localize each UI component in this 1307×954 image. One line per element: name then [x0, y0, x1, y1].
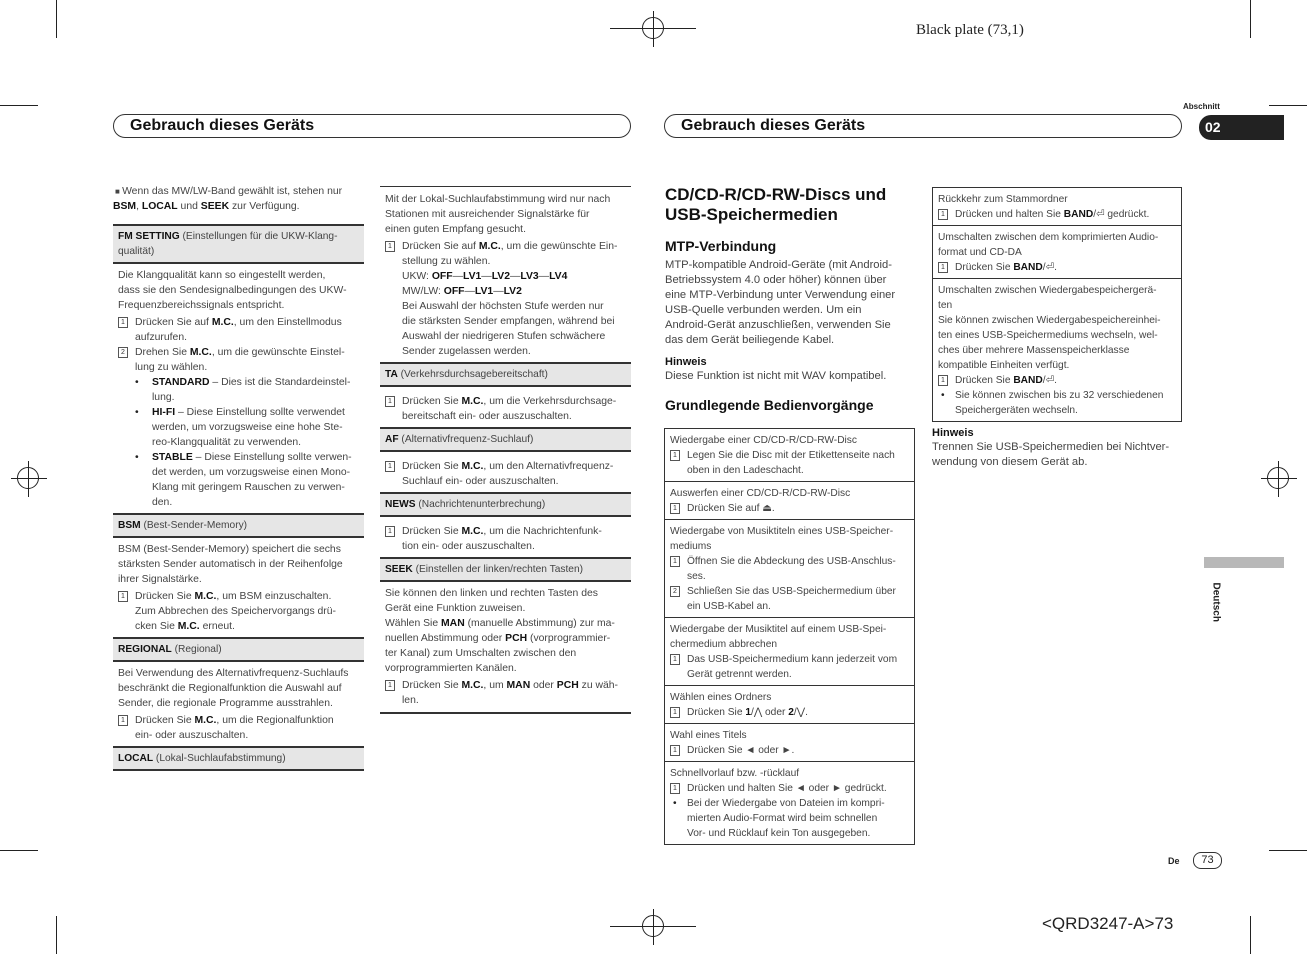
- setting-bar-bsm: [113, 513, 364, 538]
- text: OFF: [443, 286, 465, 297]
- table-row: [933, 279, 1181, 421]
- text: (Best-Sender-Memory): [140, 520, 248, 531]
- text: beschränkt die Regionalfunktion die Auswahl auf: [118, 683, 342, 694]
- text: Wenn das MW/LW-Band gewählt ist, stehen nur: [122, 186, 343, 197]
- step-item: [670, 554, 909, 584]
- note-text: Diese Funktion ist nicht mit WAV kompatibel.: [665, 370, 887, 382]
- table-row: [665, 618, 914, 686]
- text: Sender zugelassen werden.: [402, 346, 531, 357]
- note-heading: Hinweis: [932, 427, 974, 439]
- text: stärksten Sender automatisch in der Reihenfolge: [118, 559, 343, 570]
- text: das dem Gerät beiliegende Kabel.: [665, 334, 835, 346]
- text: dass sie den Sendesignalbedingungen des UKW-: [118, 285, 347, 296]
- step-item: [380, 394, 631, 424]
- text: Klang mit geringem Rauschen zu verwen-: [152, 482, 345, 493]
- row-heading: format und CD-DA: [938, 247, 1022, 258]
- crop-mark: [1250, 916, 1251, 954]
- text: Stationen mit ausreichender Signalstärke für: [385, 209, 590, 220]
- text: —: [509, 271, 521, 282]
- text: /⏎.: [1042, 375, 1057, 386]
- registration-mark-icon: [1267, 467, 1289, 489]
- language-tab: [1204, 557, 1284, 568]
- text: /⏎.: [1042, 262, 1057, 273]
- text: Gerät eine Funktion zuweisen.: [385, 603, 526, 614]
- text: FM SETTING: [118, 231, 180, 242]
- text: LV1: [474, 286, 494, 297]
- text: AF: [385, 434, 399, 445]
- square-bullet-icon: ■: [115, 187, 123, 196]
- text: werden, um vorzugsweise eine hohe Ste-: [152, 422, 343, 433]
- section-header-left: [113, 114, 631, 138]
- text: einen guten Empfang gesucht.: [385, 224, 526, 235]
- text: USB-Speichermedien: [665, 205, 838, 224]
- text: Android-Gerät anzuschließen, verwenden Sie: [665, 319, 891, 331]
- note-text: [932, 440, 1184, 470]
- text: PCH: [556, 680, 579, 691]
- text: den.: [152, 497, 173, 508]
- setting-bar-regional: [113, 637, 364, 662]
- text: SEEK: [200, 201, 230, 212]
- step-item: [670, 584, 909, 614]
- mtp-paragraph: [665, 258, 915, 348]
- text: Zum Abbrechen des Speichervorgangs drü-: [135, 606, 336, 617]
- text: bereitschaft ein- oder auszuschalten.: [402, 411, 572, 422]
- text: M.C.: [461, 526, 484, 537]
- text: BSM: [118, 520, 141, 531]
- row-heading: mediums: [670, 541, 712, 552]
- text: (Einstellungen für die UKW-Klang-: [179, 231, 338, 242]
- text: Drücken Sie: [402, 680, 462, 691]
- text: (Lokal-Suchlaufabstimmung): [153, 753, 286, 764]
- note-heading: Hinweis: [665, 356, 707, 368]
- step-number: 1: [938, 209, 948, 220]
- text: LV1: [463, 271, 482, 282]
- section-header-right: [664, 114, 1182, 138]
- table-row: [933, 226, 1181, 279]
- text: Drücken Sie: [135, 715, 195, 726]
- step-number: 1: [385, 461, 395, 472]
- step-item: [938, 260, 1176, 275]
- text: (Alternativfrequenz-Suchlauf): [398, 434, 534, 445]
- step-item: [670, 448, 909, 478]
- column-2: [380, 186, 631, 714]
- text: Drücken Sie auf: [135, 317, 212, 328]
- text: Suchlauf ein- oder auszuschalten.: [402, 476, 559, 487]
- step-item: [113, 589, 364, 634]
- text: , um die Regionalfunktion: [216, 715, 334, 726]
- crop-mark: [56, 916, 57, 954]
- text: Sie können zwischen bis zu 32 verschiedenen: [955, 390, 1164, 401]
- text: Auswahl der niedrigeren Stufen schwächere: [402, 331, 606, 342]
- setting-bar-fm: [113, 224, 364, 264]
- text: , um den Alternativfrequenz-: [483, 461, 614, 472]
- row-heading: Rückkehr zum Stammordner: [938, 194, 1068, 205]
- text: cken Sie: [135, 621, 178, 632]
- step-number: 2: [670, 586, 680, 597]
- text: – Diese Einstellung sollte verwen-: [192, 452, 352, 463]
- row-heading: Umschalten zwischen Wiedergabespeichergerä-: [938, 285, 1157, 296]
- language-label: Deutsch: [1210, 582, 1222, 622]
- row-heading: Schnellvorlauf bzw. -rücklauf: [670, 768, 800, 779]
- text: —: [493, 286, 504, 297]
- text: zur Verfügung.: [229, 201, 300, 212]
- text: ihrer Signalstärke.: [118, 574, 202, 585]
- text: Speichergeräten wechseln.: [955, 405, 1078, 416]
- text: , um die Nachrichtenfunk-: [483, 526, 602, 537]
- bullet-item: [113, 375, 364, 405]
- text: Bei Auswahl der höchsten Stufe werden nur: [402, 301, 604, 312]
- text: Mit der Lokal-Suchlaufabstimmung wird nur nach: [385, 194, 611, 205]
- registration-mark-icon: [642, 17, 664, 39]
- text: Trennen Sie USB-Speichermedien bei Nichtver-: [932, 441, 1170, 453]
- text: —: [464, 286, 475, 297]
- text: ein- oder auszuschalten.: [135, 730, 249, 741]
- text: Drücken Sie: [402, 461, 462, 472]
- text: Öffnen Sie die Abdeckung des USB-Anschlus-: [687, 556, 896, 567]
- note-block: [932, 427, 1184, 470]
- text: LV2: [503, 286, 522, 297]
- text: zu wäh-: [578, 680, 619, 691]
- text: MAN: [506, 680, 531, 691]
- subheading-basic-ops: Grundlegende Bedienvorgänge: [665, 397, 874, 413]
- text: Legen Sie die Disc mit der Etikettenseite nach: [687, 450, 895, 461]
- text: Drücken Sie auf ⏏.: [687, 503, 775, 514]
- text: LOCAL: [118, 753, 154, 764]
- text: ches über mehrere Massenspeicherklasse: [938, 345, 1130, 356]
- text: MW/LW:: [402, 286, 444, 297]
- crop-mark: [0, 850, 38, 851]
- text: (Regional): [171, 644, 222, 655]
- text: wendung von diesem Gerät ab.: [932, 456, 1088, 468]
- text: NEWS: [385, 499, 416, 510]
- registration-mark-icon: [17, 467, 39, 489]
- text: Bei Verwendung des Alternativfrequenz-Suchlaufs: [118, 668, 349, 679]
- document-code: <QRD3247-A>73: [1042, 914, 1174, 933]
- step-number: 1: [938, 262, 948, 273]
- text: USB-Quelle verbunden werden. Um ein: [665, 304, 862, 316]
- text: qualität): [118, 246, 155, 257]
- text: , um: [483, 680, 507, 691]
- bullet-item: [670, 796, 909, 841]
- text: (Einstellen der linken/rechten Tasten): [412, 564, 584, 575]
- text: PCH: [505, 633, 528, 644]
- text: OFF: [431, 271, 453, 282]
- step-item: [113, 345, 364, 375]
- step-number: 1: [670, 556, 680, 567]
- text: aufzurufen.: [135, 332, 187, 343]
- abschnitt-label: Abschnitt: [1183, 102, 1220, 111]
- row-heading: Umschalten zwischen dem komprimierten Audio-: [938, 232, 1159, 243]
- text: ten eines USB-Speichermediums wechseln, wel-: [938, 330, 1158, 341]
- text: , um den Einstellmodus: [233, 317, 342, 328]
- step-item: [380, 524, 631, 554]
- text: – Dies ist die Standardeinstel-: [209, 377, 351, 388]
- text: BAND: [1013, 262, 1043, 273]
- text: und: [177, 201, 201, 212]
- text: HI-FI: [152, 407, 176, 418]
- text: Die Klangqualität kann so eingestellt werden,: [118, 270, 326, 281]
- text: BAND: [1013, 375, 1043, 386]
- step-item: [670, 781, 909, 796]
- text: Sie können den linken und rechten Tasten des: [385, 588, 598, 599]
- text: —: [452, 271, 463, 282]
- crop-mark: [1269, 850, 1307, 851]
- text: STANDARD: [152, 377, 210, 388]
- text: erneut.: [199, 621, 235, 632]
- text: (vorprogrammier-: [527, 633, 611, 644]
- text: – Diese Einstellung sollte verwendet: [175, 407, 345, 418]
- text: Drücken Sie: [402, 526, 462, 537]
- subheading-mtp: MTP-Verbindung: [665, 238, 777, 254]
- text: , um die gewünschte Einstel-: [211, 347, 345, 358]
- setting-bar-local: [113, 746, 364, 771]
- setting-bar-seek: [380, 557, 631, 582]
- text: M.C.: [211, 317, 234, 328]
- text: Drücken und halten Sie: [955, 209, 1064, 220]
- step-item: [670, 743, 909, 758]
- step-number: 1: [118, 715, 128, 726]
- text: LV3: [520, 271, 539, 282]
- row-heading: Wiedergabe der Musiktitel auf einem USB-Spei-: [670, 624, 887, 635]
- text: eine MTP-Verbindung unter Verwendung einer: [665, 289, 896, 301]
- text: Drücken Sie ◄ oder ►.: [687, 745, 795, 756]
- text: MTP-kompatible Android-Geräte (mit Android-: [665, 259, 892, 271]
- step-item: [670, 501, 909, 516]
- text: 1: [745, 707, 751, 718]
- text: kompatible Einheiten verfügt.: [938, 360, 1070, 371]
- step-item: [113, 713, 364, 743]
- text: oder: [530, 680, 557, 691]
- text: Drücken und halten Sie ◄ oder ► gedrückt.: [687, 783, 887, 794]
- text: Betriebssystem 4.0 oder höher) können über: [665, 274, 887, 286]
- text: M.C.: [194, 591, 217, 602]
- crop-mark: [56, 0, 57, 38]
- text: Wählen Sie: [385, 618, 442, 629]
- text: Gerät getrennt werden.: [687, 669, 792, 680]
- text: , um die Verkehrsdurchsage-: [483, 396, 617, 407]
- table-row: [665, 520, 914, 618]
- setting-bar-af: [380, 427, 631, 452]
- text: Sie können zwischen Wiedergabespeichereinhei-: [938, 315, 1161, 326]
- step-item: [938, 373, 1176, 388]
- text: len.: [402, 695, 419, 706]
- column-3: [665, 185, 915, 414]
- step-number: 1: [670, 450, 680, 461]
- text: UKW:: [402, 271, 432, 282]
- text: ter Kanal) zum Umschalten zwischen den: [385, 648, 577, 659]
- text: M.C.: [461, 396, 484, 407]
- step-number: 1: [670, 503, 680, 514]
- text: (manuelle Abstimmung) zur ma-: [464, 618, 615, 629]
- text: tion ein- oder auszuschalten.: [402, 541, 535, 552]
- row-heading: Auswerfen einer CD/CD-R/CD-RW-Disc: [670, 488, 851, 499]
- step-item: [380, 239, 631, 359]
- text: —: [538, 271, 550, 282]
- text: M.C.: [461, 461, 484, 472]
- page-language: De: [1168, 856, 1180, 866]
- text: die stärksten Sender empfangen, während bei: [402, 316, 615, 327]
- text: (Nachrichtenunterbrechung): [415, 499, 546, 510]
- operations-table-2: [932, 187, 1182, 422]
- step-item: [113, 315, 364, 345]
- table-row: [933, 188, 1181, 226]
- step-number: 1: [938, 375, 948, 386]
- row-heading: Wiedergabe von Musiktiteln eines USB-Speicher-: [670, 526, 894, 537]
- text: ein USB-Kabel an.: [687, 601, 771, 612]
- text: M.C.: [189, 347, 212, 358]
- step-number: 1: [385, 680, 395, 691]
- page-number: 73: [1193, 852, 1222, 869]
- row-heading: Wahl eines Titels: [670, 730, 747, 741]
- plate-label: Black plate (73,1): [916, 22, 1024, 38]
- text: Drücken Sie: [402, 396, 462, 407]
- row-heading: Wählen eines Ordners: [670, 692, 772, 703]
- text: Drehen Sie: [135, 347, 190, 358]
- text: Drücken Sie auf: [402, 241, 479, 252]
- step-number: 1: [118, 591, 128, 602]
- text: LOCAL: [141, 201, 178, 212]
- text: M.C.: [461, 680, 484, 691]
- bullet-item: [938, 388, 1176, 418]
- text: reo-Klangqualität zu verwenden.: [152, 437, 302, 448]
- column-1: [113, 184, 364, 771]
- step-number: 1: [385, 241, 395, 252]
- text: Sender, die regionale Programme ausstrahlen.: [118, 698, 333, 709]
- table-row: [665, 686, 914, 724]
- text: Vor- und Rücklauf kein Ton ausgegeben.: [687, 828, 871, 839]
- row-heading: ten: [938, 300, 953, 311]
- step-number: 1: [385, 526, 395, 537]
- text: ses.: [687, 571, 706, 582]
- text: , um die gewünschte Ein-: [500, 241, 618, 252]
- text: LV2: [491, 271, 510, 282]
- text: vorprogrammierten Kanälen.: [385, 663, 517, 674]
- text: lung.: [152, 392, 175, 403]
- step-number: 1: [670, 745, 680, 756]
- step-number: 2: [118, 347, 128, 358]
- step-number: 1: [670, 654, 680, 665]
- text: /⋁.: [793, 707, 808, 718]
- text: BAND: [1063, 209, 1094, 220]
- text: , um BSM einzuschalten.: [216, 591, 332, 602]
- text: M.C.: [478, 241, 501, 252]
- text: nuellen Abstimmung oder: [385, 633, 506, 644]
- text: LV4: [549, 271, 568, 282]
- text: CD/CD-R/CD-RW-Discs und: [665, 185, 887, 204]
- table-row: [665, 724, 914, 762]
- step-item: [380, 459, 631, 489]
- text: TA: [385, 369, 398, 380]
- text: M.C.: [194, 715, 217, 726]
- row-heading: chermedium abbrechen: [670, 639, 778, 650]
- text: Drücken Sie: [135, 591, 195, 602]
- crop-mark: [1269, 105, 1307, 106]
- text: BSM: [113, 201, 137, 212]
- table-row: [665, 762, 914, 844]
- step-number: 1: [118, 317, 128, 328]
- registration-mark-icon: [642, 915, 664, 937]
- text: Das USB-Speichermedium kann jederzeit vom: [687, 654, 898, 665]
- step-number: 1: [670, 707, 680, 718]
- text: MAN: [441, 618, 465, 629]
- text: det werden, um vorzugsweise einen Mono-: [152, 467, 351, 478]
- text: Schließen Sie das USB-Speichermedium über: [687, 586, 896, 597]
- text: ,: [136, 201, 142, 212]
- row-heading: Wiedergabe einer CD/CD-R/CD-RW-Disc: [670, 435, 857, 446]
- step-item: [670, 652, 909, 682]
- text: SEEK: [385, 564, 413, 575]
- text: /⏎ gedrückt.: [1093, 209, 1150, 220]
- text: lung zu wählen.: [135, 362, 208, 373]
- text: M.C.: [177, 621, 200, 632]
- text: Bei der Wiedergabe von Dateien im kompri-: [687, 798, 885, 809]
- setting-bar-ta: [380, 362, 631, 387]
- text: (Verkehrsdurchsagebereitschaft): [397, 369, 548, 380]
- text: /⋀ oder: [751, 707, 789, 718]
- chapter-tab: [1199, 115, 1284, 140]
- text: mierten Audio-Format wird beim schnellen: [687, 813, 878, 824]
- text: BSM (Best-Sender-Memory) speichert die sechs: [118, 544, 341, 555]
- chapter-number: 02: [1205, 119, 1221, 135]
- table-row: [665, 429, 914, 482]
- text: STABLE: [152, 452, 193, 463]
- step-item: [938, 207, 1176, 222]
- operations-table: [664, 428, 915, 845]
- text: Drücken Sie: [687, 707, 746, 718]
- page-title: [665, 185, 915, 225]
- table-row: [665, 482, 914, 520]
- crop-mark: [0, 105, 38, 106]
- text: Drücken Sie: [955, 375, 1014, 386]
- setting-bar-news: [380, 492, 631, 517]
- text: —: [481, 271, 492, 282]
- section-title: Gebrauch dieses Geräts: [130, 117, 315, 134]
- text: Frequenzbereichssignals entspricht.: [118, 300, 285, 311]
- step-number: 1: [385, 396, 395, 407]
- bullet-item: [113, 405, 364, 450]
- section-title: Gebrauch dieses Geräts: [681, 117, 866, 134]
- text: stellung zu wählen.: [402, 256, 491, 267]
- step-item: [670, 705, 909, 720]
- text: 2: [788, 707, 794, 718]
- text: REGIONAL: [118, 644, 172, 655]
- crop-mark: [1250, 0, 1251, 38]
- step-number: 1: [670, 783, 680, 794]
- step-item: [380, 678, 631, 714]
- text: Drücken Sie: [955, 262, 1014, 273]
- bullet-item: [113, 450, 364, 510]
- text: oben in den Ladeschacht.: [687, 465, 804, 476]
